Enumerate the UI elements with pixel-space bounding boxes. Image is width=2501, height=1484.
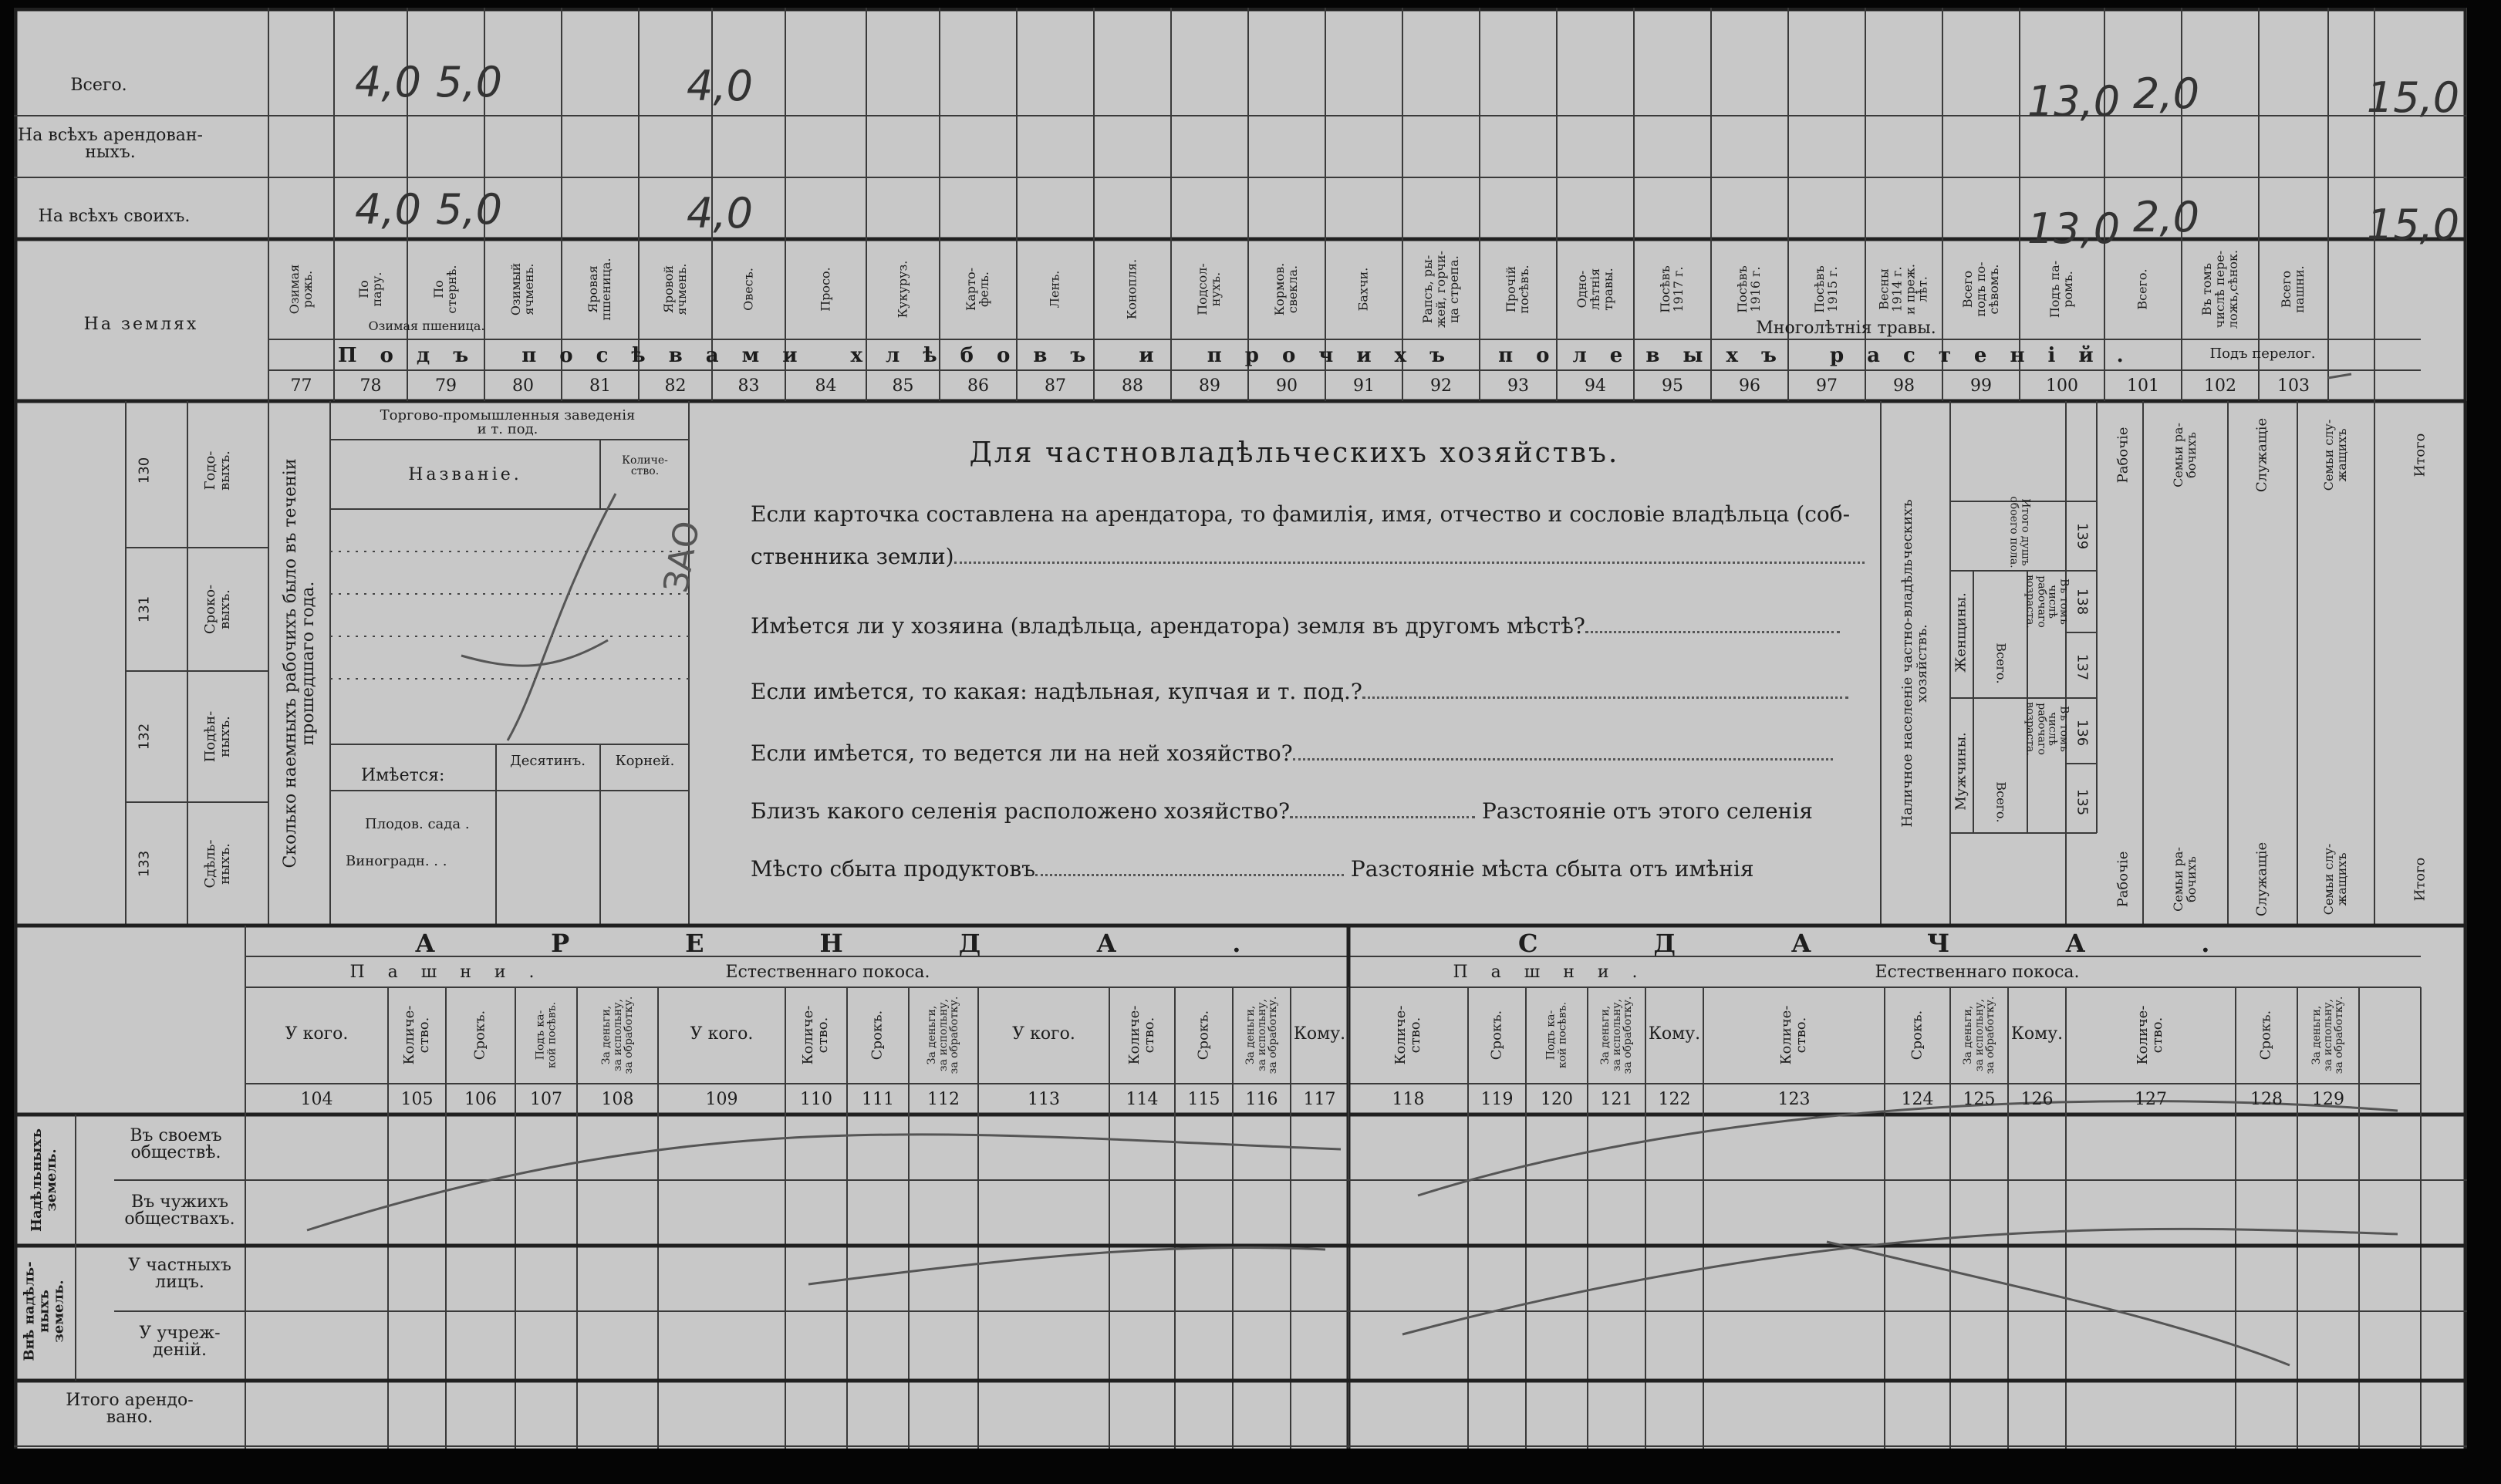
col-number-92: 92 — [1430, 376, 1452, 396]
arenda-header-118: Количе- ство. — [1392, 1005, 1423, 1065]
col-number-101: 101 — [2127, 376, 2159, 396]
crop-header-88: Конопля. — [1124, 258, 1139, 320]
crop-header-86: Карто- фель. — [964, 267, 991, 312]
arenda-number-116: 116 — [1245, 1090, 1278, 1109]
col-godovykh: Годо- выхъ. — [202, 450, 233, 491]
naselenie-side: Наличное населенiе частно-владѣльческихъ хозяйствъ. — [1899, 499, 1930, 828]
arenda-number-119: 119 — [1480, 1090, 1514, 1109]
arenda-number-120: 120 — [1541, 1090, 1573, 1109]
col-number-100: 100 — [2046, 376, 2078, 396]
crop-header-82: Яровой ячмень. — [660, 263, 689, 315]
num-139: 139 — [2074, 522, 2091, 550]
arenda-header-122: Кому. — [1648, 1024, 1701, 1044]
arenda-number-111: 111 — [862, 1090, 894, 1109]
semi-sl-top: Семьи слу- жащихъ — [2321, 419, 2349, 491]
arenda-header-115: Срокъ. — [1195, 1010, 1212, 1061]
crop-header-92: Рапсъ, ры- жей, горчи- ца стрепа. — [1419, 251, 1461, 328]
itogo-top: Итого — [2412, 433, 2428, 477]
semi-rab-top: Семьи ра- бочихъ — [2171, 423, 2199, 487]
hw-svoikh-99: 13,0 — [2027, 204, 2121, 253]
hw-vsego-100: 2,0 — [2133, 69, 2199, 118]
crop-header-81: Яровая пшеница. — [586, 258, 613, 321]
arenda-number-122: 122 — [1658, 1090, 1691, 1109]
col-podennykh: Подѣн- ныхъ. — [202, 710, 233, 763]
col-number-97: 97 — [1816, 376, 1838, 396]
plodov-label: Плодов. сада . — [365, 816, 470, 832]
arenda-header-128: Срокъ. — [2257, 1010, 2274, 1061]
col-srokovykh: Сроко- выхъ. — [202, 584, 233, 635]
arenda-number-121: 121 — [1600, 1090, 1633, 1109]
crop-header-100: Подъ па- ромъ. — [2047, 260, 2075, 319]
arenda-header-111: Срокъ. — [869, 1010, 886, 1061]
arenda-number-128: 128 — [2250, 1090, 2283, 1109]
hw-svoikh-82: 4,0 — [687, 189, 753, 238]
arenda-number-124: 124 — [1901, 1090, 1934, 1109]
semi-rab-bottom: Семьи ра- бочихъ — [2171, 847, 2199, 912]
arenda-header-113: У кого. — [1012, 1024, 1075, 1044]
nazvanie-label: Названiе. — [408, 465, 522, 484]
crop-header-85: Кукуруз. — [895, 260, 910, 319]
col-number-86: 86 — [967, 376, 989, 396]
arenda-header-123: Количе- ство. — [1777, 1005, 1809, 1065]
pereleg-label: Подъ перелог. — [2209, 346, 2316, 362]
crop-header-78: По пару. — [356, 272, 384, 307]
arenda-number-105: 105 — [400, 1090, 434, 1109]
arenda-header-126: Кому. — [2010, 1024, 2064, 1044]
vsego-m: Всего. — [1993, 781, 2009, 823]
arenda-number-107: 107 — [530, 1090, 562, 1109]
muzhchiny-label: Мужчины. — [1953, 732, 1969, 811]
arenda-number-123: 123 — [1777, 1090, 1811, 1109]
v-tom-m: Въ томъ числѣ рабочаго возраста. — [2023, 702, 2071, 756]
col-number-87: 87 — [1045, 376, 1066, 396]
korney-label: Корней. — [615, 753, 675, 769]
col-num-131: 131 — [136, 595, 153, 623]
vinograd-label: Виноградн. . . — [346, 853, 447, 869]
col-num-130: 130 — [136, 457, 153, 484]
sluzhashchie-top: Служащiе — [2253, 417, 2270, 493]
zhenshchiny-label: Женщины. — [1953, 592, 1969, 673]
hw-svoikh-77: 4,0 — [355, 185, 421, 234]
pokos-arenda: Естественнаго покоса. — [725, 963, 930, 982]
crop-header-83: Овесъ. — [741, 268, 756, 311]
arenda-header-129: За деньги, за испольну, за обработку. — [2310, 996, 2346, 1074]
torg-label: Торгово-промышленныя заведенiя и т. под. — [380, 407, 636, 437]
arenda-number-117: 117 — [1303, 1090, 1336, 1109]
col-number-79: 79 — [435, 376, 457, 396]
col-number-81: 81 — [589, 376, 611, 396]
crop-header-102: Въ томъ числѣ пере- ложь,сѣнок. — [2199, 249, 2240, 329]
row-label-na-zemlyakh: На землях — [83, 315, 199, 334]
arenda-title: АРЕНДА. — [415, 929, 1357, 958]
arenda-header-125: За деньги, за испольну, за обработку. — [1961, 996, 1996, 1074]
crop-header-91: Бахчи. — [1355, 267, 1371, 312]
col-number-80: 80 — [512, 376, 534, 396]
crop-header-99: Всего подъ по- сѣвомъ. — [1959, 261, 2001, 317]
crop-header-89: Подсол- нухъ. — [1195, 263, 1223, 315]
pashni-sdacha: Пашни. — [1453, 963, 1661, 982]
col-number-78: 78 — [359, 376, 382, 396]
col-number-89: 89 — [1199, 376, 1220, 396]
col-num-133: 133 — [136, 850, 153, 878]
q6-text: Мѣсто сбыта продуктовъ — [751, 856, 1035, 882]
col-number-98: 98 — [1893, 376, 1915, 396]
num-137: 137 — [2074, 653, 2091, 681]
arenda-header-106: Срокъ. — [471, 1010, 488, 1061]
arenda-header-124: Срокъ. — [1909, 1010, 1926, 1061]
crop-header-87: Ленъ. — [1047, 270, 1062, 309]
col-number-99: 99 — [1970, 376, 1992, 396]
col-number-103: 103 — [2277, 376, 2310, 396]
col-number-77: 77 — [290, 376, 312, 396]
pod-posevami-label: Подъ посѣвами хлѣбовъ и прочихъ полевыхъ растенiй. — [338, 344, 2147, 367]
private-owners-block — [704, 409, 1885, 902]
arenda-number-125: 125 — [1963, 1090, 1996, 1109]
arenda-number-113: 113 — [1028, 1090, 1060, 1109]
crop-header-103: Всего пашни. — [2279, 265, 2307, 313]
rabochie-top: Рабочiе — [2115, 427, 2131, 484]
arenda-header-119: Срокъ. — [1488, 1010, 1505, 1061]
arenda-number-110: 110 — [800, 1090, 832, 1109]
stamp-mark: ЗАО — [656, 518, 708, 596]
crop-header-84: Просо. — [818, 267, 833, 312]
crop-header-96: Посѣвъ 1916 г. — [1735, 265, 1763, 313]
sluzhashchie-bottom: Служащiе — [2253, 841, 2270, 917]
crop-header-77: Озимая рожь. — [286, 264, 315, 315]
v-tom-zh: Въ томъ числѣ рабочаго возраста. — [2023, 575, 2071, 629]
kolichestvo-label: Количе- ство. — [622, 454, 668, 477]
private-title: Для частновладѣльческихъ хозяйствъ. — [969, 437, 1620, 469]
q5b-text: Разстоянiе отъ этого селенiя — [1481, 798, 1813, 824]
v-chuzhikh-label: Въ чужихъ обществахъ. — [124, 1192, 235, 1229]
hw-svoikh-79: 5,0 — [436, 185, 502, 234]
desyatin-label: Десятинъ. — [510, 753, 586, 769]
row-label-arendovannykh: На всѣхъ арендован- ныхъ. — [18, 126, 203, 162]
q1-text: Если карточка составлена на арендатора, то фамилiя, имя, отчество и сословiе владѣльца (соб- — [751, 501, 1851, 527]
u-chastnykh-label: У частныхъ лицъ. — [128, 1256, 231, 1292]
arenda-header-117: Кому. — [1293, 1024, 1346, 1044]
arenda-number-112: 112 — [927, 1090, 960, 1109]
col-number-91: 91 — [1353, 376, 1375, 396]
arenda-number-106: 106 — [464, 1090, 497, 1109]
hw-svoikh-100: 2,0 — [2133, 193, 2199, 241]
rabochie-bottom: Рабочiе — [2115, 851, 2131, 908]
crop-header-98: Весны 1914 г. и преж. лѣт. — [1876, 264, 1930, 315]
q2-text: Имѣется ли у хозяина (владѣльца, арендатора) земля въ другомъ мѣстѣ? — [751, 613, 1585, 639]
nadelnykh-label: Надѣльныхъ земель. — [29, 1128, 59, 1232]
row-label-vsego: Всего. — [70, 76, 127, 95]
crop-header-101: Всего. — [2135, 268, 2150, 310]
col-number-94: 94 — [1585, 376, 1606, 396]
arenda-header-107: Подъ ка- кой посѣвъ. — [534, 1001, 558, 1069]
itogo-arendovano-label: Итого арендо- вано. — [66, 1391, 194, 1427]
row-label-svoikh: На всѣхъ своихъ. — [38, 207, 191, 226]
col-number-88: 88 — [1122, 376, 1143, 396]
col-num-132: 132 — [136, 723, 153, 750]
pashni-arenda: Пашни. — [349, 963, 558, 982]
arenda-header-120: Подъ ка- кой посѣвъ. — [1544, 1001, 1568, 1069]
col-number-83: 83 — [737, 376, 760, 396]
vne-nadelnykh-label: Внѣ надѣль- ныхъ земель. — [21, 1261, 67, 1361]
arenda-header-127: Количе- ство. — [2135, 1005, 2165, 1065]
sdacha-title: СДАЧА. — [1518, 929, 2326, 958]
pokos-sdacha: Естественнаго покоса. — [1875, 963, 2080, 982]
ozimaya-label: Озимая пшеница. — [368, 319, 485, 333]
vsego-zh: Всего. — [1993, 643, 2009, 684]
v-svoem-label: Въ своемъ обществѣ. — [130, 1126, 222, 1162]
arenda-number-115: 115 — [1187, 1090, 1220, 1109]
arenda-header-114: Количе- ство. — [1126, 1005, 1157, 1065]
arenda-header-104: У кого. — [285, 1024, 349, 1044]
crop-header-94: Одно- лѣтнiя травы. — [1574, 268, 1615, 311]
col-number-96: 96 — [1739, 376, 1760, 396]
num-138: 138 — [2074, 588, 2091, 616]
col-number-93: 93 — [1507, 376, 1529, 396]
semi-sl-bottom: Семьи слу- жащихъ — [2321, 843, 2349, 916]
col-sdelnykh: Сдѣль- ныхъ. — [202, 839, 233, 889]
col-number-84: 84 — [815, 376, 837, 396]
arenda-header-108: За деньги, за испольну, за обработку. — [599, 996, 635, 1074]
col-number-95: 95 — [1662, 376, 1683, 396]
crop-header-90: Кормов. свекла. — [1272, 262, 1300, 316]
col-number-102: 102 — [2204, 376, 2236, 396]
arenda-number-104: 104 — [300, 1090, 333, 1109]
arenda-number-114: 114 — [1126, 1090, 1159, 1109]
arenda-number-118: 118 — [1392, 1090, 1425, 1109]
census-card — [14, 8, 2467, 1449]
q5-text: Близъ какого селенiя расположено хозяйство? — [751, 798, 1291, 824]
arenda-number-127: 127 — [2135, 1090, 2167, 1109]
arenda-header-105: Количе- ство. — [400, 1005, 432, 1065]
hw-vsego-79: 5,0 — [436, 58, 502, 106]
arenda-number-108: 108 — [601, 1090, 634, 1109]
col-number-90: 90 — [1276, 376, 1298, 396]
mnogolet-label: Многолѣтнiя травы. — [1756, 319, 1936, 338]
crop-header-80: Озимый ячмень. — [508, 262, 536, 316]
hw-svoikh-103: 15,0 — [2366, 201, 2460, 249]
arenda-number-129: 129 — [2312, 1090, 2344, 1109]
arenda-header-121: За деньги, за испольну, за обработку. — [1598, 996, 1634, 1074]
itogo-bottom: Итого — [2412, 857, 2428, 902]
arenda-number-126: 126 — [2020, 1090, 2054, 1109]
crop-header-79: По стернѣ. — [431, 265, 459, 314]
arenda-header-116: За деньги, за испольну, за обработку. — [1244, 996, 1279, 1074]
col-number-85: 85 — [892, 376, 914, 396]
q1b-text: ственника земли) — [751, 544, 954, 569]
arenda-header-112: За деньги, за испольну, за обработку. — [925, 996, 961, 1074]
hw-vsego-77: 4,0 — [355, 58, 421, 106]
crop-header-93: Прочiй посѣвъ. — [1504, 265, 1531, 314]
arenda-number-109: 109 — [705, 1090, 738, 1109]
arenda-header-110: Количе- ство. — [800, 1005, 831, 1065]
q3-text: Если имѣется, то какая: надѣльная, купчая и т. под.? — [751, 679, 1362, 704]
col-number-82: 82 — [664, 376, 687, 396]
q4-text: Если имѣется, то ведется ли на ней хозяйство? — [751, 740, 1293, 766]
crop-header-97: Посѣвъ 1915 г. — [1812, 265, 1840, 313]
arenda-header-109: У кого. — [690, 1024, 754, 1044]
u-uchrezh-label: У учреж- денiй. — [139, 1324, 221, 1360]
num-136: 136 — [2074, 719, 2091, 747]
imeetsya-label: Имѣется: — [361, 766, 445, 785]
crop-header-95: Посѣвъ 1917 г. — [1658, 265, 1686, 313]
hw-vsego-99: 13,0 — [2027, 77, 2121, 126]
num-135: 135 — [2074, 788, 2091, 816]
hw-vsego-103: 15,0 — [2366, 73, 2460, 122]
q6b-text: Разстоянiе мѣста сбыта отъ имѣнiя — [1350, 856, 1754, 882]
hw-vsego-82: 4,0 — [687, 62, 753, 110]
skolko-label: Сколько наемныхъ рабочихъ было въ теченiи прошедшаго года. — [280, 458, 318, 868]
itogo-dush: Итого душъ обоего пола. — [2008, 496, 2032, 568]
